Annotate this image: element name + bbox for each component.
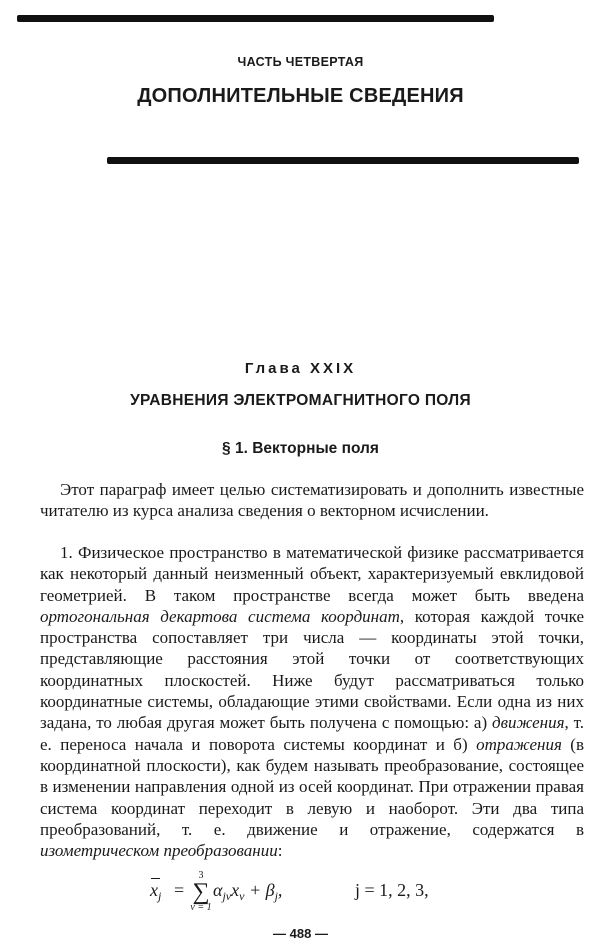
term-alpha-sub: jν xyxy=(222,889,232,903)
term-reflection: отражения xyxy=(476,734,562,754)
intro-paragraph: Этот параграф имеет целью систематизировать и дополнить известные читателю из курса анализа сведения о векторном исчислении. xyxy=(40,480,584,521)
term-motion: движения xyxy=(492,713,565,733)
formula-index-range: j = 1, 2, 3, xyxy=(355,880,429,900)
formula-equals: = xyxy=(174,880,185,900)
section-title: § 1. Векторные поля xyxy=(222,440,379,457)
formula-lhs xyxy=(150,880,161,901)
formula-lhs-sub: j xyxy=(158,889,162,903)
term-comma: , xyxy=(277,880,283,900)
term-beta-sub: j xyxy=(274,889,278,903)
chapter-title: УРАВНЕНИЯ ЭЛЕКТРОМАГНИТНОГО ПОЛЯ xyxy=(130,392,471,409)
term-x: x xyxy=(231,880,240,900)
formula-lhs-var: x xyxy=(150,880,158,900)
term-alpha: α xyxy=(213,880,223,900)
middle-rule xyxy=(107,157,579,164)
chapter-label: Глава XXIX xyxy=(244,360,357,377)
term-isometric-transform: изометрическом преобразовании xyxy=(40,841,278,861)
top-rule xyxy=(17,15,494,22)
page-number: — 488 — xyxy=(273,926,328,941)
part-title: ДОПОЛНИТЕЛЬНЫЕ СВЕДЕНИЯ xyxy=(137,85,464,107)
formula-sum xyxy=(190,871,212,913)
formula-terms xyxy=(213,880,282,901)
term-cartesian-system: ортогональная декартова система координат xyxy=(40,606,400,626)
main-paragraph xyxy=(40,542,584,861)
sum-symbol: ∑ xyxy=(192,879,210,905)
sum-lower-limit: ν = 1 xyxy=(190,902,212,913)
part-label: ЧАСТЬ ЧЕТВЕРТАЯ xyxy=(237,55,364,69)
main-text-4: (в координатной плоскости), как будем называть преобразование, состоящее в изменении направления одной из осей координат. При отражении правая система координат переходит в левую и наоборот. Эти два типа преобразований, т. е. движение и отражение, содержатся в xyxy=(40,734,584,839)
main-text-5: : xyxy=(277,841,283,861)
main-text-2: , которая каждой точке пространства сопоставляет три числа — координаты этой точки, представляющие расстояния этой точки от соответствующих координатных плоскостей. Ниже будут рассматриваться только координатные системы, обладающие этими свойствами. Если одна из них задана, то любая другая может быть получена с помощью: а) xyxy=(40,606,585,733)
main-text-1: 1. Физическое пространство в математической физике рассматривается как некоторый данный неизменный объект, характеризуемый евклидовой геометрией. В таком пространстве всегда может быть введена xyxy=(40,543,584,605)
main-text-3: , т. е. переноса начала и поворота системы координат и б) xyxy=(40,713,584,754)
sum-upper-limit: 3 xyxy=(198,870,204,881)
term-x-sub: ν xyxy=(239,889,245,903)
term-plus-beta: + β xyxy=(244,880,275,900)
formula xyxy=(150,870,470,913)
